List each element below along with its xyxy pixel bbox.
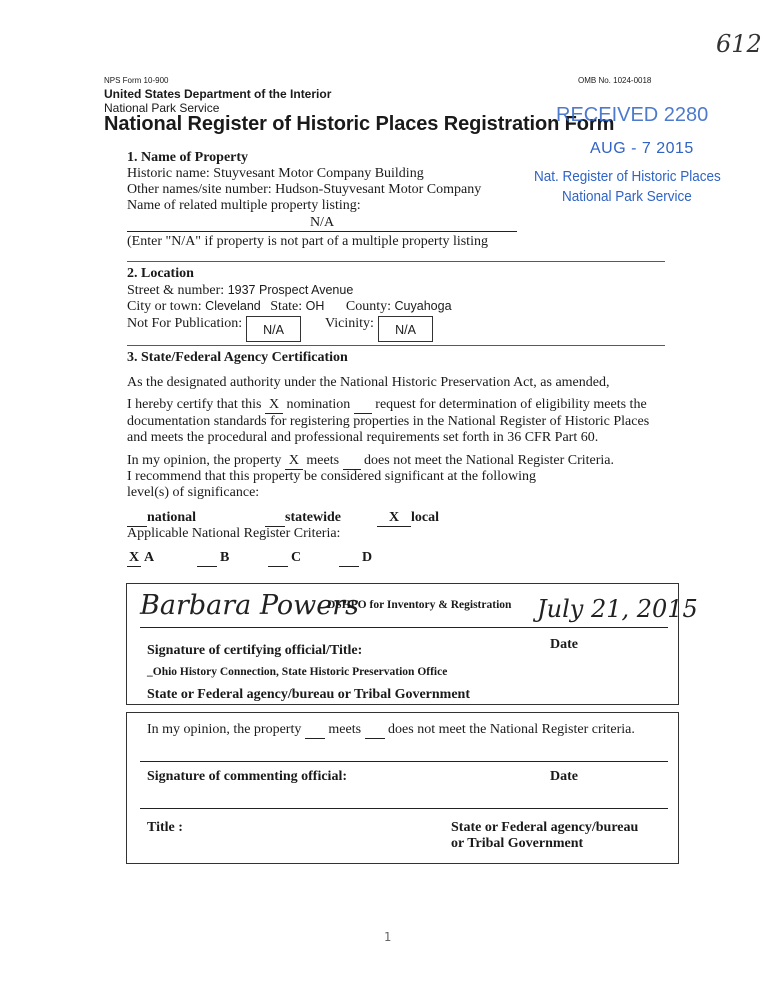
state-value: OH [305, 299, 325, 313]
criteria-c [268, 549, 301, 567]
divider-1 [127, 261, 665, 262]
certifying-date: July 21, 2015 [537, 595, 698, 623]
city-label: City or town: [127, 299, 202, 314]
certify-line1 [127, 396, 647, 414]
certify-line3: and meets the procedural and professional requirements set forth in 36 CFR Part 60. [127, 430, 599, 445]
section1-heading [127, 149, 248, 166]
level-national-text: national [147, 510, 197, 525]
level-statewide-text: statewide [285, 510, 341, 525]
related-listing-label: Name of related multiple property listing: [127, 198, 361, 213]
comment-title-line [140, 808, 668, 809]
level-local [377, 509, 439, 527]
certify-text-a: I hereby certify that this [127, 397, 262, 412]
comment-opinion-line [147, 721, 635, 739]
street-label: Street & number: [127, 283, 225, 298]
certifying-office: _Ohio History Connection, State Historic Preservation Office [147, 666, 448, 678]
stamp-date: AUG - 7 2015 [590, 140, 694, 157]
section3-heading: 3. State/Federal Agency Certification [127, 350, 348, 365]
section1-heading-text: 1. Name of Property [127, 150, 249, 165]
omb-number: OMB No. 1024-0018 [578, 76, 652, 85]
section1-note: (Enter "N/A" if property is not part of a multiple property listing [127, 234, 488, 249]
level-local-text: local [411, 510, 439, 525]
related-listing-underline [127, 231, 517, 232]
criteria-d-checkbox[interactable] [339, 549, 359, 567]
comment-date-label: Date [550, 769, 578, 784]
signature-line [140, 627, 668, 628]
section2-heading: 2. Location [127, 266, 194, 281]
publication-value: N/A [263, 323, 284, 337]
comment-opinion-a: In my opinion, the property [147, 722, 302, 737]
criteria-d-text: D [362, 550, 373, 565]
certify-line2: documentation standards for registering properties in the National Register of Historic Places [127, 414, 650, 429]
criteria-b [197, 549, 229, 567]
comment-agency-line1: State or Federal agency/bureau [451, 820, 639, 835]
vicinity-value: N/A [395, 323, 416, 337]
comment-opinion-b: meets [328, 722, 362, 737]
county-label: County: [345, 299, 392, 314]
opinion-text-b: meets [306, 453, 340, 468]
criteria-c-text: C [291, 550, 302, 565]
related-listing-value: N/A [309, 215, 335, 230]
certifying-date-label: Date [550, 637, 578, 652]
criteria-label: Applicable National Register Criteria: [127, 526, 341, 541]
comment-signature-label: Signature of commenting official: [147, 769, 347, 784]
city-value: Cleveland [205, 299, 261, 313]
authority-line: As the designated authority under the National Historic Preservation Act, as amended, [127, 375, 610, 390]
comment-signature-line [140, 761, 668, 762]
handwritten-page-mark: 612 [716, 30, 762, 58]
nomination-checkbox[interactable]: X [265, 396, 283, 414]
opinion-text-a: In my opinion, the property [127, 453, 282, 468]
city-row [127, 298, 452, 315]
certify-text-b: nomination [286, 397, 351, 412]
certifying-signature-label: Signature of certifying official/Title: [147, 643, 363, 658]
comment-meets-checkbox[interactable] [305, 721, 325, 739]
opinion-text-c: does not meet the National Register Criteria. [364, 453, 615, 468]
received-stamp: RECEIVED 2280 [556, 104, 709, 126]
stamp-register: Nat. Register of Historic Places [534, 168, 721, 185]
criteria-a-text: A [144, 550, 155, 565]
publication-box[interactable] [246, 316, 301, 342]
request-checkbox[interactable] [354, 396, 372, 414]
street-row [127, 282, 353, 299]
department-name: United States Department of the Interior [104, 87, 332, 101]
comment-agency-line2: or Tribal Government [451, 836, 584, 851]
local-checkbox[interactable]: X [377, 509, 411, 527]
criteria-a [127, 549, 154, 567]
vicinity-label: Vicinity: [325, 316, 374, 331]
criteria-b-text: B [220, 550, 230, 565]
signer-title: DSHPO for Inventory & Registration [327, 599, 512, 611]
page-number: 1 [383, 930, 392, 944]
comment-title-label: Title : [147, 820, 183, 835]
certify-text-c: request for determination of eligibility meets the [375, 397, 647, 412]
comment-does-not-meet-checkbox[interactable] [365, 721, 385, 739]
vicinity-box[interactable] [378, 316, 433, 342]
street-value: 1937 Prospect Avenue [227, 283, 354, 297]
certifying-signature: Barbara Powers [140, 590, 359, 621]
criteria-b-checkbox[interactable] [197, 549, 217, 567]
form-title: National Register of Historic Places Registration Form [104, 113, 615, 135]
agency-name: National Park Service [104, 101, 220, 115]
divider-2 [127, 345, 665, 346]
historic-name: Historic name: Stuyvesant Motor Company Building [127, 166, 424, 181]
criteria-a-checkbox[interactable]: X [128, 550, 140, 565]
opinion-line2: I recommend that this property be considered significant at the following [127, 469, 536, 484]
form-number: NPS Form 10-900 [104, 76, 169, 85]
county-value: Cuyahoga [394, 299, 452, 313]
criteria-c-checkbox[interactable] [268, 549, 288, 567]
opinion-line3: level(s) of significance: [127, 485, 260, 500]
state-label: State: [270, 299, 303, 314]
certifying-agency-label: State or Federal agency/bureau or Tribal Government [147, 687, 471, 702]
other-names: Other names/site number: Hudson-Stuyvesant Motor Company [127, 182, 482, 197]
comment-opinion-c: does not meet the National Register criteria. [388, 722, 635, 737]
publication-label: Not For Publication: [127, 316, 243, 331]
stamp-agency: National Park Service [562, 188, 692, 205]
meets-checkbox[interactable]: X [285, 452, 303, 470]
criteria-d [339, 549, 372, 567]
